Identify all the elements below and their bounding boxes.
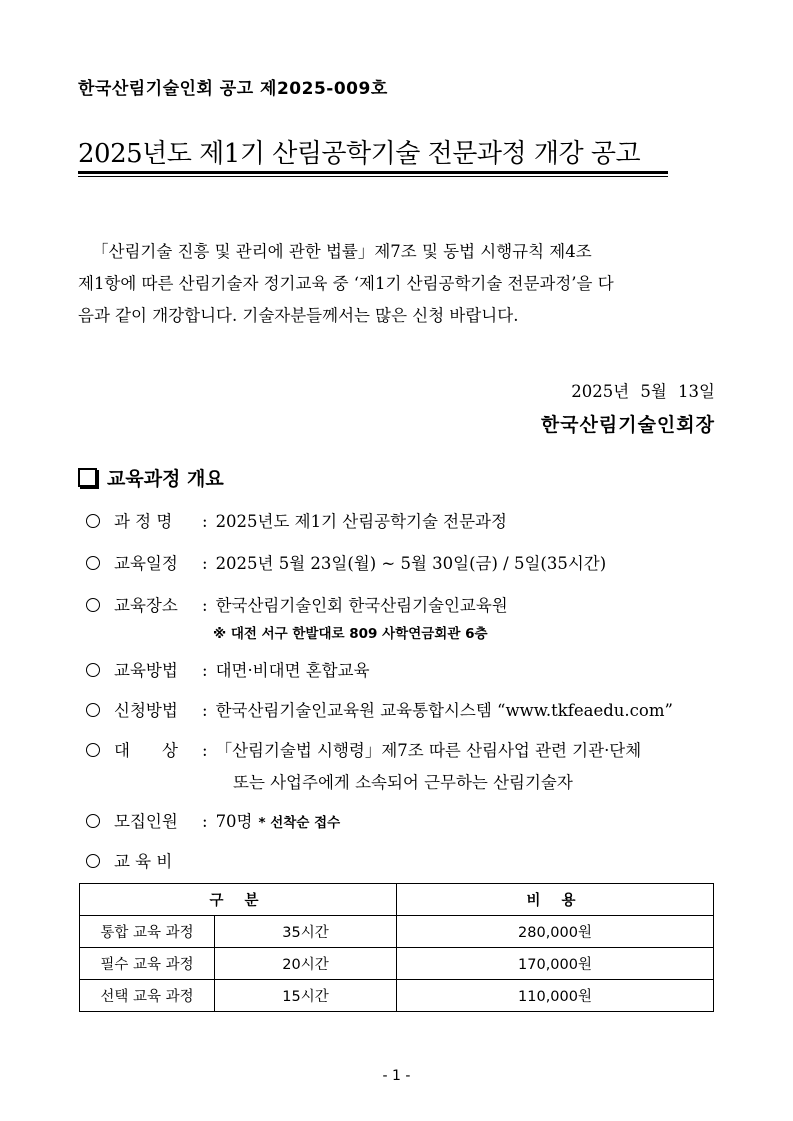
item-capacity	[86, 808, 340, 832]
cost-cell: 280,000원	[397, 916, 714, 948]
table-row	[80, 980, 714, 1012]
item-schedule	[86, 550, 606, 574]
intro-line-3: 음과 같이 개강합니다. 기술자분들께서는 많은 신청 바랍니다.	[78, 306, 519, 325]
course-cell: 통합 교육 과정	[80, 916, 215, 948]
item-label: 과 정 명	[114, 512, 173, 531]
colon: :	[202, 741, 208, 760]
course-cell: 필수 교육 과정	[80, 948, 215, 980]
item-location	[86, 592, 508, 616]
table-row	[80, 948, 714, 980]
cost-cell: 110,000원	[397, 980, 714, 1012]
colon: :	[202, 701, 208, 720]
intro-paragraph	[78, 236, 718, 332]
target-line-2: 또는 사업주에게 소속되어 근무하는 산림기술자	[233, 773, 573, 792]
item-label: 모집인원	[114, 812, 178, 831]
fee-table	[79, 883, 714, 1012]
item-apply	[86, 697, 673, 721]
circle-bullet-icon	[86, 854, 100, 868]
hours-cell: 20시간	[215, 948, 397, 980]
table-row	[80, 916, 714, 948]
item-label	[114, 737, 198, 761]
item-label: 교육방법	[114, 661, 178, 680]
item-method	[86, 657, 370, 681]
notice-date: 2025년 5월 13일	[571, 382, 715, 401]
circle-bullet-icon	[86, 556, 100, 570]
item-label: 교 육 비	[114, 852, 173, 871]
hours-cell: 15시간	[215, 980, 397, 1012]
item-value: 2025년도 제1기 산림공학기술 전문과정	[215, 512, 507, 531]
intro-line-2: 제1항에 따른 산림기술자 정기교육 중 ‘제1기 산림공학기술 전문과정’을 다	[78, 274, 614, 293]
colon: :	[202, 512, 208, 531]
colon: :	[202, 812, 208, 831]
square-bullet-icon	[78, 468, 97, 487]
header-division: 구 분	[80, 884, 397, 916]
item-value: 대면·비대면 혼합교육	[215, 661, 370, 680]
target-label-text: 대 상	[114, 741, 178, 760]
circle-bullet-icon	[86, 598, 100, 612]
item-label: 교육일정	[114, 554, 178, 573]
section-title: 교육과정 개요	[107, 468, 224, 490]
item-label: 교육장소	[114, 596, 178, 615]
circle-bullet-icon	[86, 743, 100, 757]
header-cost: 비 용	[397, 884, 714, 916]
circle-bullet-icon	[86, 814, 100, 828]
circle-bullet-icon	[86, 514, 100, 528]
issuer-name: 한국산림기술인회장	[540, 414, 715, 436]
circle-bullet-icon	[86, 703, 100, 717]
title-underline	[78, 171, 668, 174]
page-number: - 1 -	[382, 1068, 411, 1084]
colon: :	[202, 661, 208, 680]
colon: :	[202, 596, 208, 615]
hours-cell: 35시간	[215, 916, 397, 948]
item-target	[86, 737, 641, 761]
capacity-note: * 선착순 접수	[258, 815, 341, 831]
circle-bullet-icon	[86, 663, 100, 677]
item-value: 「산림기술법 시행령」제7조 따른 산림사업 관련 기관·단체	[215, 741, 642, 760]
item-value: 70명	[215, 812, 253, 831]
page-title: 2025년도 제1기 산림공학기술 전문과정 개강 공고	[78, 139, 641, 169]
intro-line-1: 「산림기술 진흥 및 관리에 관한 법률」제7조 및 동법 시행규칙 제4조	[92, 242, 592, 261]
location-address-note: ※ 대전 서구 한발대로 809 사학연금회관 6층	[213, 626, 488, 642]
section-heading	[78, 464, 224, 491]
notice-number: 한국산림기술인회 공고 제2025-009호	[78, 79, 388, 99]
item-value: 한국산림기술인회 한국산림기술인교육원	[215, 596, 508, 615]
course-cell: 선택 교육 과정	[80, 980, 215, 1012]
item-value: 한국산림기술인교육원 교육통합시스템 “www.tkfeaedu.com”	[215, 701, 673, 720]
item-label: 신청방법	[114, 701, 178, 720]
item-course-name	[86, 508, 507, 532]
colon: :	[202, 554, 208, 573]
title-underline-thin	[78, 176, 668, 177]
item-fee	[86, 848, 198, 872]
item-value: 2025년 5월 23일(월) ~ 5월 30일(금) / 5일(35시간)	[215, 554, 607, 573]
fee-table-header	[80, 884, 714, 916]
cost-cell: 170,000원	[397, 948, 714, 980]
